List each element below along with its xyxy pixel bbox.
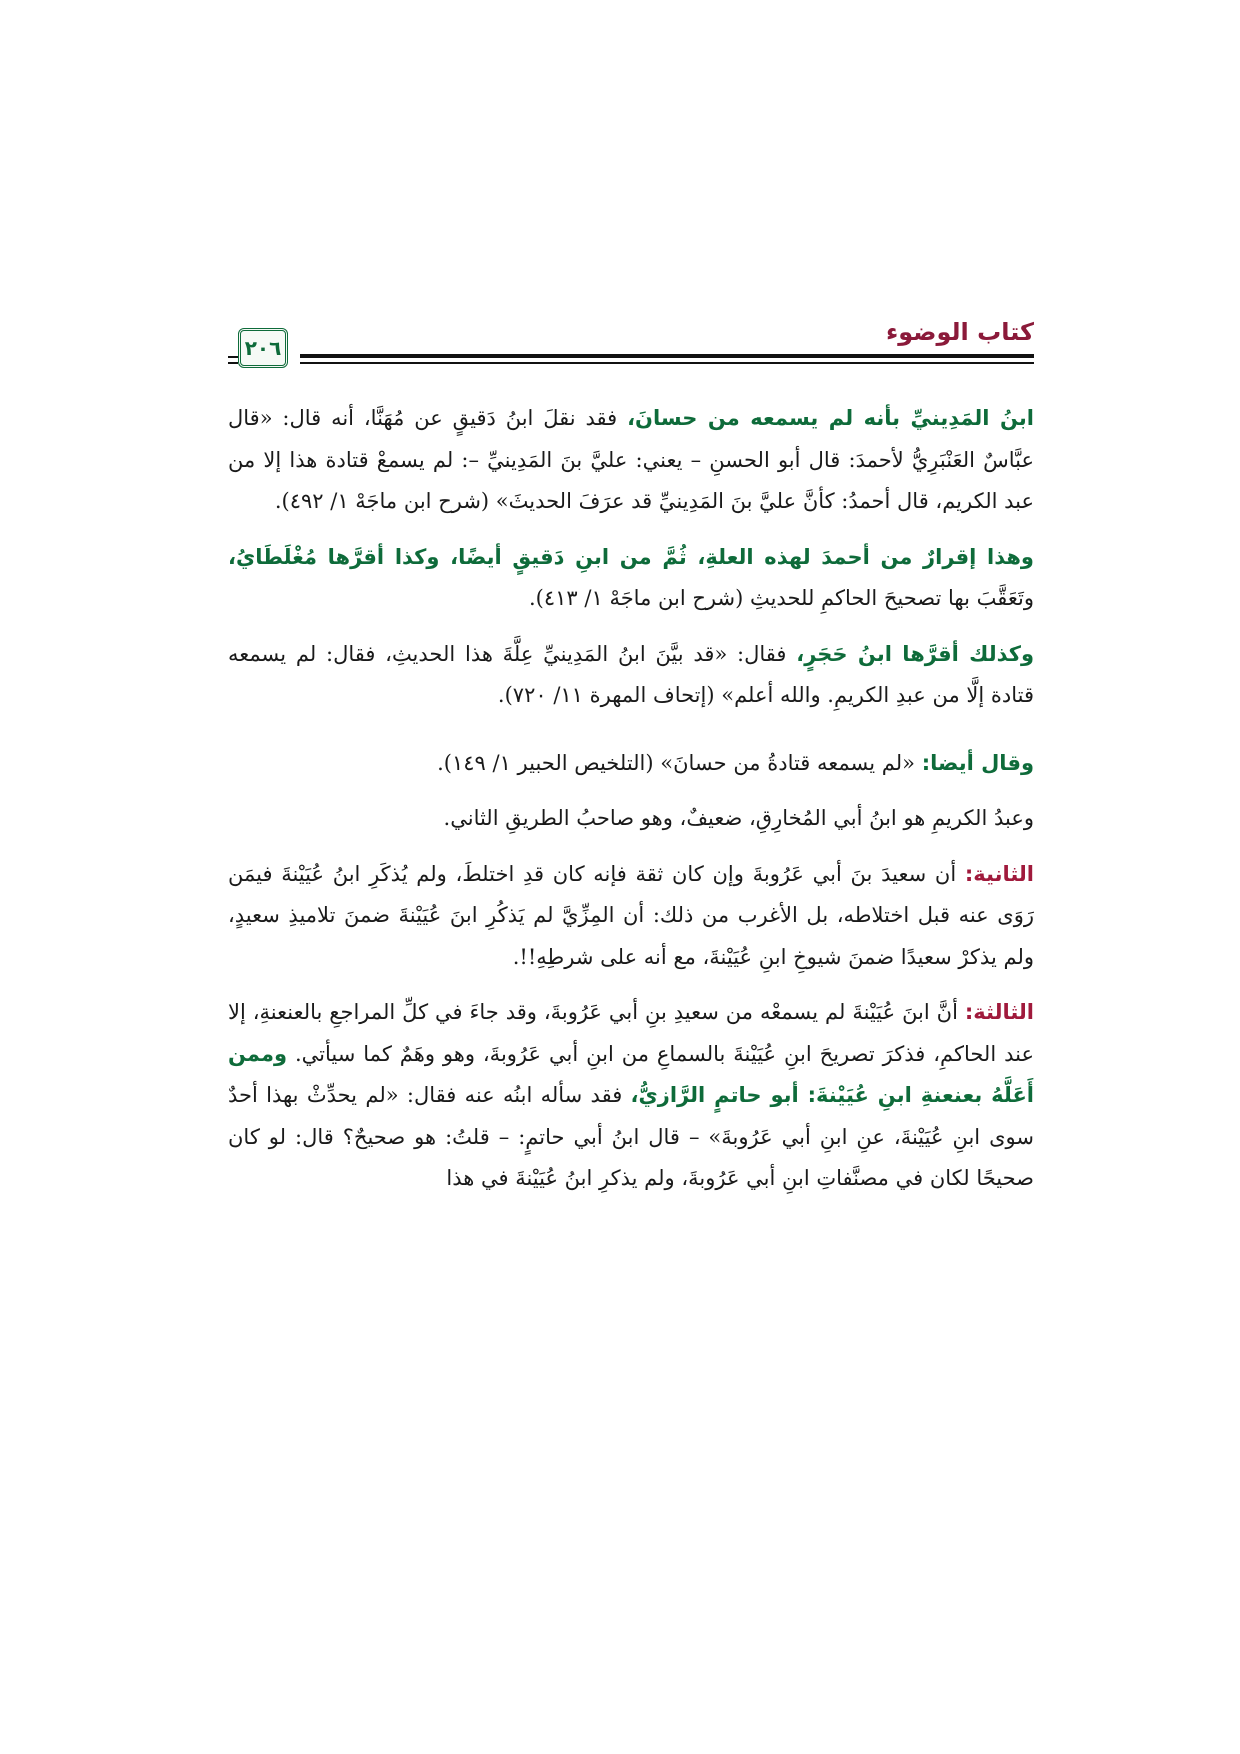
paragraph-3 — [228, 634, 1034, 717]
paragraph-3-text: فقال: «قد بيَّنَ ابنُ المَدِينيِّ عِلَّةَ هذا الحديثِ، فقال: لم يسمعه قتادة إلَّا من عبدِ الكريمِ. والله أعلم» (إتحاف المهرة ١١/ ٧٢٠). — [228, 641, 1034, 707]
paragraph-2-text: وتَعَقَّبَ بها تصحيحَ الحاكمِ للحديثِ (شرح ابن ماجَهْ ١/ ٤١٣). — [529, 586, 1034, 610]
paragraph-7-text-1: أنَّ ابنَ عُيَيْنةَ لم يسمعْه من سعيدِ بنِ أبي عَرُوبةَ، وقد جاءَ في كلِّ المراجعِ بالعنعنةِ، إلا عند الحاكمِ، فذكرَ تصريحَ ابنِ عُيَيْنةَ بالسماعِ من ابنِ أبي عَرُوبةَ، وهو وهَمٌ كما سيأتي. — [228, 1000, 1034, 1066]
header-rule-left-bottom — [228, 362, 238, 364]
paragraph-2-lead: وهذا إقرارٌ من أحمدَ لهذه العلةِ، ثُمَّ من ابنِ دَقيقٍ أيضًا، وكذا أقرَّها مُغْلَطَايُ، — [228, 544, 1034, 569]
header-rule-thin — [300, 362, 1034, 364]
paragraph-5 — [228, 798, 1034, 840]
paragraph-4 — [228, 743, 1034, 785]
paragraph-2 — [228, 537, 1034, 620]
paragraph-6-lead: الثانية: — [964, 861, 1034, 886]
paragraph-7-highlight: وممن أَعَلَّهُ بعنعنةِ ابنِ عُيَيْنةَ: أبو حاتمٍ الرَّازيُّ، — [228, 1041, 1034, 1107]
paragraph-4-lead: وقال أيضا: — [921, 750, 1034, 775]
paragraph-5-text: وعبدُ الكريمِ هو ابنُ أبي المُخارِقِ، ضعيفٌ، وهو صاحبُ الطريقِ الثاني. — [443, 806, 1034, 830]
page-number-frame — [238, 328, 288, 368]
paragraph-4-text: «لم يسمعه قتادةُ من حسانَ» (التلخيص الحبير ١/ ١٤٩). — [437, 750, 922, 775]
paragraph-1 — [228, 398, 1034, 523]
paragraph-1-lead: ابنُ المَدِينيِّ بأنه لم يسمعه من حسانَ، — [627, 406, 1034, 430]
page-header — [228, 318, 1034, 390]
paragraph-6-text: أن سعيدَ بنَ أبي عَرُوبةَ وإن كان ثقة فإنه كان قدِ اختلطَ، ولم يُذكَرِ ابنُ عُيَيْنةَ فيمَن رَوَى عنه قبل اختلاطه، بل الأغرب من ذلك: أن المِزِّيَّ لم يَذكُرِ ابنَ عُيَيْنةَ ضمنَ تلاميذِ سعيدٍ، ولم يذكرْ سعيدًا ضمنَ شيوخِ ابنِ عُيَيْنةَ، مع أنه على شرطِهِ!!. — [228, 861, 1034, 969]
paragraph-7-lead: الثالثة: — [964, 1000, 1034, 1024]
paragraph-1-text: فقد نقلَ ابنُ دَقيقٍ عن مُهَنَّا، أنه قال: «قال عبَّاسٌ العَنْبَرِيُّ لأحمدَ: قال أبو الحسنِ – يعني: عليَّ بنَ المَدِينيِّ –: لم يسمعْ قتادة هذا إلا من عبد الكريم، قال أحمدُ: كأنَّ عليَّ بنَ المَدِينيِّ قد عرَفَ الحديثَ» (شرح ابن ماجَهْ ١/ ٤٩٢). — [228, 406, 1034, 513]
header-rule-left-top — [228, 356, 238, 358]
book-title: كتاب الوضوء — [885, 318, 1034, 346]
page-number: ٢٠٦ — [244, 336, 282, 360]
paragraph-7 — [228, 992, 1034, 1200]
paragraph-6 — [228, 854, 1034, 979]
page-body — [228, 398, 1034, 1200]
paragraph-3-lead: وكذلك أقرَّها ابنُ حَجَرٍ، — [796, 641, 1034, 666]
paragraph-7-text-2: فقد سأله ابنُه عنه فقال: «لم يحدِّثْ بهذا أحدٌ سوى ابنِ عُيَيْنةَ، عنِ ابنِ أبي عَرُوبةَ» – قال ابنُ أبي حاتمٍ: – قلتُ: هو صحيحٌ؟ قال: لو كان صحيحًا لكان في مصنَّفاتِ ابنِ أبي عَرُوبةَ، ولم يذكرِ ابنُ عُيَيْنةَ في هذا — [228, 1083, 1034, 1190]
header-rule-thick — [300, 354, 1034, 358]
